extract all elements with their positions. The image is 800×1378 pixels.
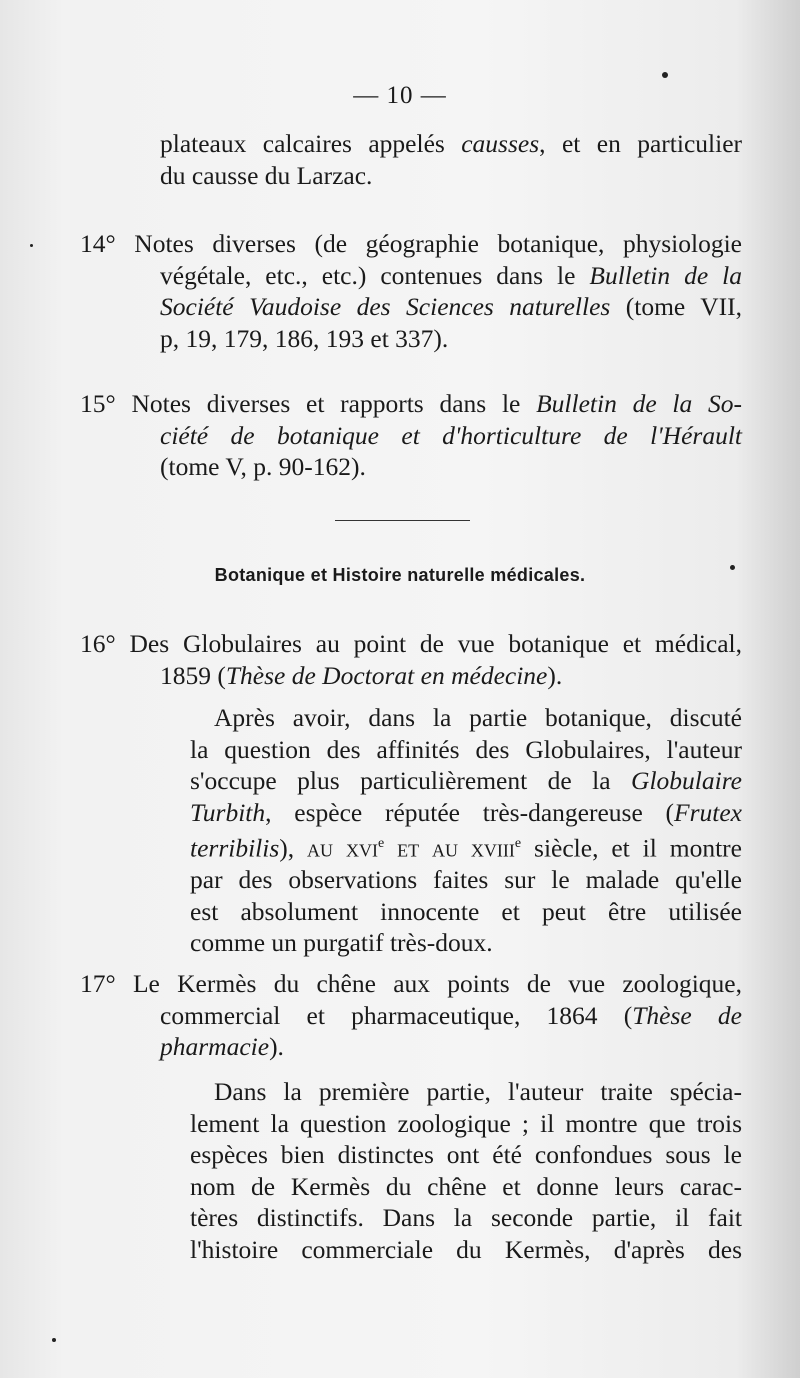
section-heading: Botanique et Histoire naturelle médicales. — [214, 565, 586, 585]
item-number: 14° — [80, 229, 116, 258]
text-line: du causse du Larzac. — [160, 160, 373, 190]
text-line: p, 19, 179, 186, 193 et 337). — [160, 323, 449, 353]
text-line: espèces bien distinctes ont été confondues sous le — [190, 1140, 742, 1169]
text-line: Société Vaudoise des Sciences naturelles (tome VII, — [160, 292, 743, 321]
continuation-paragraph — [160, 128, 742, 191]
text-line: Dans la première partie, l'auteur traite spécia- — [214, 1077, 742, 1106]
page-number: — 10 — — [353, 82, 447, 109]
list-item-17 — [80, 968, 742, 1063]
text-line: végétale, etc., etc.) contenues dans le Bulletin de la — [160, 260, 742, 290]
ink-speck — [30, 244, 33, 247]
text-line: 16° Des Globulaires au point de vue botanique et médical, — [80, 629, 743, 658]
section-divider — [335, 520, 470, 521]
text-line: comme un purgatif très-doux. — [190, 928, 493, 957]
text-line: commercial et pharmaceutique, 1864 (Thèse de — [160, 1000, 742, 1030]
paragraph-16 — [190, 702, 742, 959]
text-line: Turbith, espèce réputée très-dangereuse (Frutex — [190, 797, 742, 827]
text-line: 15° Notes diverses et rapports dans le Bulletin de la So- — [80, 389, 742, 418]
list-item-16 — [80, 628, 742, 691]
text-line: est absolument innocente et peut être utilisée — [190, 896, 742, 926]
paragraph-17 — [190, 1076, 742, 1265]
text-line: tères distinctifs. Dans la seconde partie, il fait — [190, 1203, 742, 1232]
text-line: ciété de botanique et d'horticulture de l'Hérault — [160, 420, 742, 450]
ink-speck — [52, 1338, 56, 1342]
text-line: pharmacie). — [160, 1032, 284, 1061]
list-item-14 — [80, 228, 742, 354]
item-number: 17° — [80, 969, 116, 998]
text-line: plateaux calcaires appelés causses, et en particulier — [160, 129, 742, 158]
text-line: 17° Le Kermès du chêne aux points de vue zoologique, — [80, 969, 743, 998]
text-line: 14° Notes diverses (de géographie botanique, physiologie — [80, 229, 742, 258]
text-line: la question des affinités des Globulaires, l'auteur — [190, 734, 742, 764]
item-number: 15° — [80, 389, 116, 418]
text-line: 1859 (Thèse de Doctorat en médecine). — [160, 660, 563, 690]
text-line: par des observations faites sur le malade qu'elle — [190, 865, 742, 894]
text-line: (tome V, p. 90-162). — [160, 452, 366, 481]
item-number: 16° — [80, 629, 116, 658]
text-line: s'occupe plus particulièrement de la Globulaire — [190, 766, 742, 795]
text-line: terribilis), au xvi$^e$ et au xviii$^e$ siècle, et il montre — [190, 833, 742, 863]
text-line: nom de Kermès du chêne et donne leurs carac- — [190, 1171, 742, 1201]
ink-speck — [730, 565, 735, 570]
list-item-15 — [80, 388, 742, 483]
ink-speck — [662, 72, 668, 78]
text-line: Après avoir, dans la partie botanique, discuté — [214, 703, 742, 732]
text-line: lement la question zoologique ; il montre que trois — [190, 1108, 742, 1138]
text-line: l'histoire commerciale du Kermès, d'après des — [190, 1234, 742, 1264]
